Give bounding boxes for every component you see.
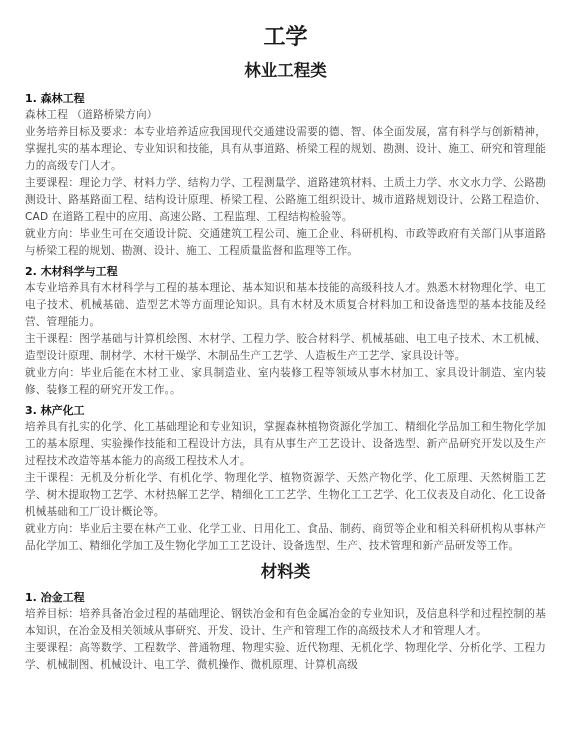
- major-wood-science: [25, 263, 546, 399]
- category-title: 林业工程类: [244, 61, 327, 80]
- major-heading: 2. 木材科学与工程: [25, 265, 118, 278]
- main-courses: 主干课程：无机及分析化学、有机化学、物理化学、植物资源学、天然产物化学、化工原理、天然树脂工艺学、树木提取物工艺学、木材热解工艺学、精细化工工艺学、生物化工工艺学、化工仪表及自动化、化工设备机械基础和工厂设计概论等。: [25, 472, 546, 518]
- main-courses: 主要课程：高等数学、工程数学、普通物理、物理实验、近代物理、无机化学、物理化学、分析化学、工程力学、机械制图、机械设计、电工学、微机操作、微机原理、计算机高级: [25, 642, 546, 671]
- training-goal: 培养具有扎实的化学、化工基础理论和专业知识，掌握森林植物资源化学加工、精细化学品加工和生物化学加工的基本原理、实验操作技能和工程设计方法，具有从事生产工艺设计、设备选型、新产品研究开发以及生产过程技术改造等基本能力的高级工程技术人才。: [25, 421, 546, 467]
- main-courses: 主要课程：理论力学、材料力学、结构力学、工程测量学、道路建筑材料、土质土力学、水文水力学、公路勘测设计、路基路面工程、结构设计原理、桥梁工程、公路施工组织设计、城市道路规划设计、公路工程造价、CAD 在道路工程中的应用、高速公路、工程监理、工程结构检验等。: [25, 177, 546, 223]
- career-direction: 就业方向：毕业后能在木材工业、家具制造业、室内装修工程等领域从事木材加工、家具设计制造、室内装修、装修工程的研究开发工作。。: [25, 367, 546, 396]
- training-goal: 培养目标：培养具备冶金过程的基础理论、钢铁冶金和有色金属冶金的专业知识，及信息科学和过程控制的基本知识，在冶金及相关领域从事研究、开发、设计、生产和管理工作的高级技术人才和管理人才。: [25, 608, 546, 637]
- major-heading: 3. 林产化工: [25, 404, 85, 417]
- major-metallurgical-engineering: [25, 589, 546, 674]
- major-heading: 1. 森林工程: [25, 92, 85, 105]
- category-materials: [25, 559, 546, 674]
- training-goal: 本专业培养具有木材科学与工程的基本理论、基本知识和基本技能的高级科技人才。熟悉木材物理化学、电工电子技术、机械基础、造型艺术等方面理论知识。具有木材及木质复合材料加工和设备选型的基本技能及经营、管理能力。: [25, 282, 546, 328]
- page-title: 工学: [263, 24, 308, 50]
- major-forest-engineering: [25, 90, 546, 260]
- major-subtitle: 森林工程 （道路桥梁方向）: [25, 109, 158, 121]
- category-forestry-engineering: [25, 58, 546, 555]
- major-forest-chemical: [25, 402, 546, 555]
- career-direction: 就业方向：毕业后主要在林产工业、化学工业、日用化工、食品、制药、商贸等企业和相关科研机构从事林产品化学加工、精细化学加工及生物化学加工工艺设计、设备选型、生产、技术管理和新产品研发等工作。: [25, 523, 546, 552]
- major-heading: 1. 冶金工程: [25, 591, 85, 604]
- career-direction: 就业方向：毕业生可在交通设计院、交通建筑工程公司、施工企业、科研机构、市政等政府有关部门从事道路与桥梁工程的规划、勘测、设计、施工、工程质量监督和监理等工作。: [25, 228, 546, 257]
- category-title: 材料类: [260, 562, 311, 581]
- training-goal: 业务培养目标及要求：本专业培养适应我国现代交通建设需要的德、智、体全面发展，富有科学与创新精神，掌握扎实的基本理论、专业知识和技能，具有从事道路、桥梁工程的规划、勘测、设计、施工、研究和管理能力的高级专门人才。: [25, 126, 546, 172]
- main-courses: 主干课程：图学基础与计算机绘图、木材学、工程力学、胶合材料学、机械基础、电工电子技术、木工机械、造型设计原理、制材学、木材干燥学、木制品生产工艺学、人造板生产工艺学、家具设计等。: [25, 333, 546, 362]
